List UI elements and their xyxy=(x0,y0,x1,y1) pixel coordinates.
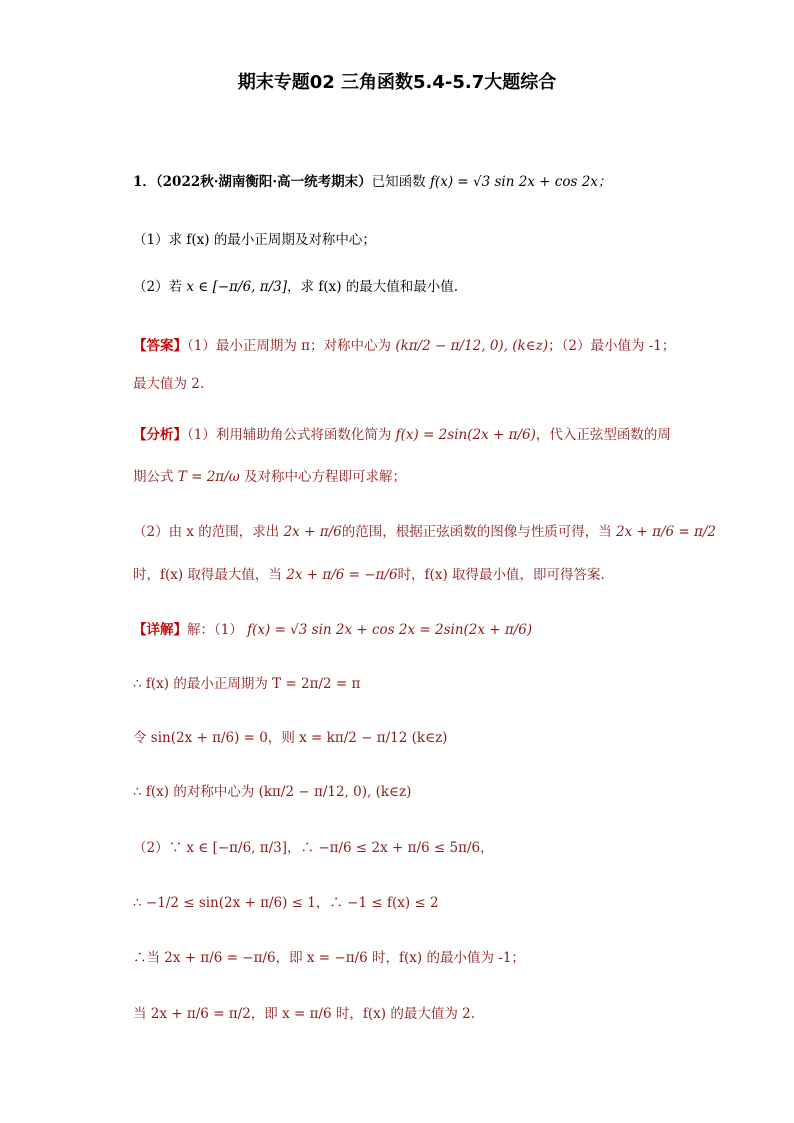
max-condition: 2x + π/6 = π/2 xyxy=(616,524,717,540)
analysis-line2 xyxy=(133,465,794,485)
question-stem xyxy=(133,170,794,190)
simplified-function: f(x) = 2sin(2x + π/6) xyxy=(395,427,536,443)
solution-line3: 令 sin(2x + π/6) = 0，则 x = kπ/2 − π/12 (k∈z) xyxy=(133,730,448,746)
analysis-line4-a: 时，f(x) 取得最大值，当 xyxy=(133,567,282,583)
question-number: 1． xyxy=(133,174,156,190)
analysis-line3 xyxy=(133,520,794,540)
solution-line8: 当 2x + π/6 = π/2，即 x = π/6 时，f(x) 的最大值为 2. xyxy=(133,1006,476,1022)
answer-line1-b: ；（2）最小值为 -1； xyxy=(548,338,676,354)
analysis-line3-a: （2）由 x 的范围，求出 xyxy=(133,524,280,540)
analysis-line2-a: 期公式 xyxy=(133,469,174,485)
analysis-line1 xyxy=(133,423,794,443)
solution-line7: ∴当 2x + π/6 = −π/6，即 x = −π/6 时，f(x) 的最小值为 -1； xyxy=(133,950,525,966)
expression: 2x + π/6 xyxy=(283,524,342,540)
question-part1: （1）求 f(x) 的最小正周期及对称中心； xyxy=(133,232,376,248)
analysis-line1-a: （1）利用辅助角公式将函数化简为 xyxy=(187,427,392,443)
analysis-label: 【分析】 xyxy=(133,427,187,443)
answer-line1-a: （1）最小正周期为 π；对称中心为 xyxy=(187,338,392,354)
solution-line4: ∴ f(x) 的对称中心为 (kπ/2 − π/12, 0), (k∈z) xyxy=(133,784,412,800)
solution-line1-expr: f(x) = √3 sin 2x + cos 2x = 2sin(2x + π/6) xyxy=(247,622,533,638)
stem-prefix: 已知函数 xyxy=(371,174,426,190)
part2-prefix: （2）若 xyxy=(133,279,183,295)
symmetry-center: (kπ/2 − π/12, 0), (k∈z) xyxy=(395,338,549,354)
answer-line2: 最大值为 2. xyxy=(133,376,205,392)
solution-line1 xyxy=(133,618,794,638)
solution-line2: ∴ f(x) 的最小正周期为 T = 2π/2 = π xyxy=(133,676,361,692)
min-condition: 2x + π/6 = −π/6 xyxy=(286,567,398,583)
answer-line1 xyxy=(133,334,794,354)
function-definition: f(x) = √3 sin 2x + cos 2x； xyxy=(429,174,612,190)
period-formula: T = 2π/ω xyxy=(177,469,240,485)
part2-suffix: ，求 f(x) 的最大值和最小值. xyxy=(287,279,459,295)
solution-line1-prefix: 解：（1） xyxy=(187,622,243,638)
question-source: （2022秋·湖南衡阳·高一统考期末） xyxy=(155,174,372,190)
solution-line6: ∴ −1/2 ≤ sin(2x + π/6) ≤ 1，∴ −1 ≤ f(x) ≤ 2 xyxy=(133,895,439,911)
solution-label: 【详解】 xyxy=(133,622,187,638)
solution-line5: （2）∵ x ∈ [−π/6, π/3]，∴ −π/6 ≤ 2x + π/6 ≤ 5π/6， xyxy=(133,840,494,856)
answer-label: 【答案】 xyxy=(133,338,187,354)
analysis-line2-b: 及对称中心方程即可求解； xyxy=(244,469,407,485)
page-title: 期末专题02 三角函数5.4-5.7大题综合 xyxy=(237,72,557,93)
analysis-line1-b: ，代入正弦型函数的周 xyxy=(535,427,671,443)
analysis-line3-b: 的范围，根据正弦函数的图像与性质可得，当 xyxy=(341,524,612,540)
analysis-line4-b: 时，f(x) 取得最小值，即可得答案. xyxy=(397,567,605,583)
part2-domain: x ∈ [−π/6, π/3] xyxy=(186,279,288,295)
analysis-line4 xyxy=(133,563,794,583)
question-part2 xyxy=(133,275,794,295)
